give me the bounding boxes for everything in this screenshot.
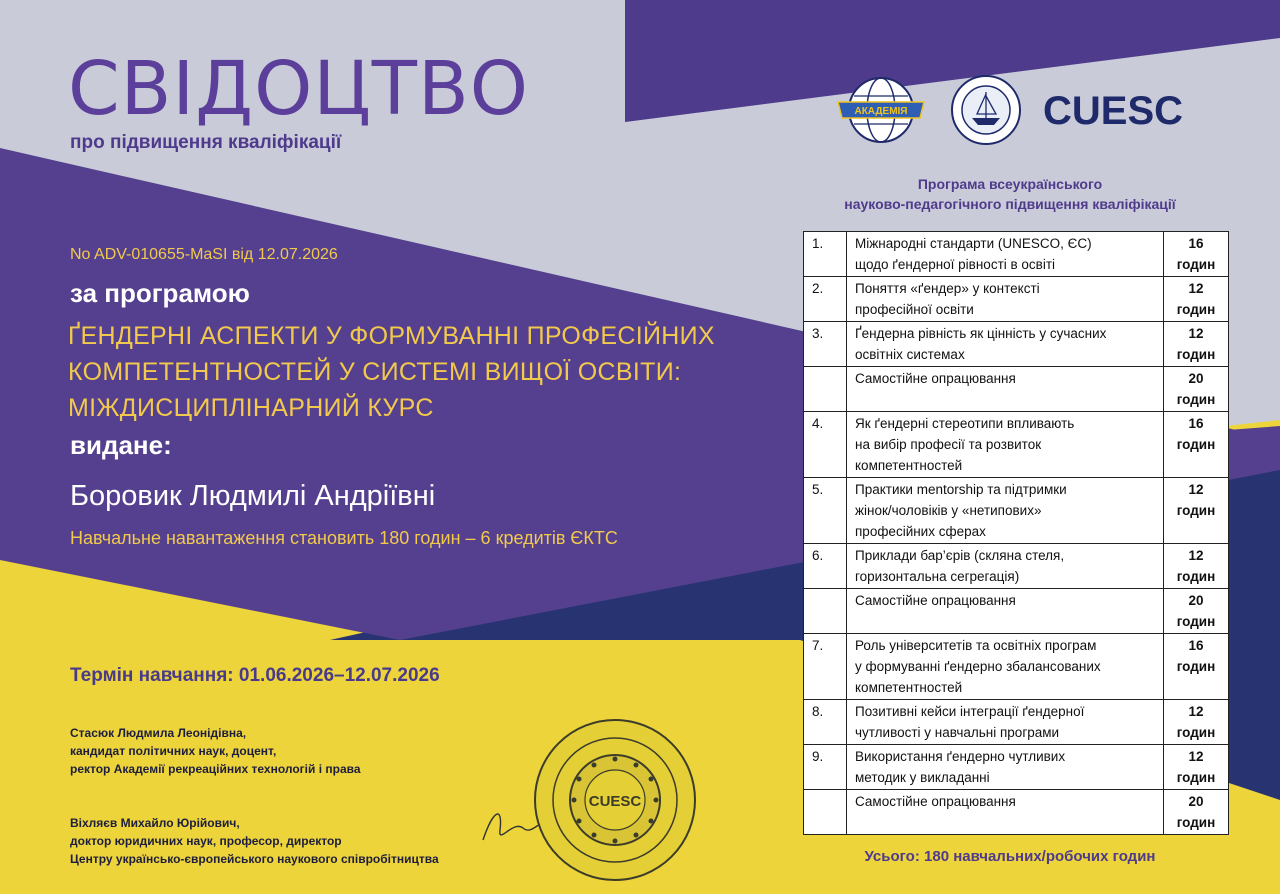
module-hours-value: 12 [1188,326,1204,341]
module-topic [847,790,1164,835]
maritime-academy-seal-icon [952,76,1020,144]
table-row [804,745,1229,790]
module-hours [1164,367,1229,412]
table-row [804,478,1229,544]
recipient-name: Боровик Людмилі Андріївні [70,480,436,512]
module-number [804,589,847,634]
signatory-2 [70,814,439,868]
program-line: МІЖДИСЦИПЛІНАРНИЙ КУРС [68,394,434,422]
module-topic-line: Використання ґендерно чутливих [855,749,1066,764]
module-hours [1164,412,1229,478]
signatory-position: ректор Академії рекреаційних технологій і права [70,762,361,776]
module-hours-unit: годин [1176,437,1216,452]
table-row [804,367,1229,412]
module-hours-value: 20 [1188,593,1204,608]
module-hours-unit: годин [1176,392,1216,407]
program-line: ҐЕНДЕРНІ АСПЕКТИ У ФОРМУВАННІ ПРОФЕСІЙНИХ [68,322,715,350]
module-topic [847,232,1164,277]
module-hours-value: 20 [1188,794,1204,809]
module-topic [847,634,1164,700]
module-hours-value: 16 [1188,638,1204,653]
signatory-degree: кандидат політичних наук, доцент, [70,744,277,758]
module-topic-line: компетентностей [855,680,963,695]
module-hours-unit: годин [1176,257,1216,272]
module-topic-line: Міжнародні стандарти (UNESCO, ЄС) [855,236,1092,251]
module-hours [1164,277,1229,322]
module-topic-line: чутливості у навчальні програми [855,725,1060,740]
module-topic [847,589,1164,634]
module-topic-line: Практики mentorship та підтримки [855,482,1067,497]
module-hours-value: 16 [1188,416,1204,431]
module-topic-line: професійних сферах [855,524,986,539]
signatory-name: Віхляєв Михайло Юрійович, [70,816,240,830]
module-hours-value: 12 [1188,749,1204,764]
module-topic-line: жінок/чоловіків у «нетипових» [855,503,1042,518]
table-row [804,322,1229,367]
module-hours-unit: годин [1176,569,1216,584]
module-number: 1. [804,232,847,277]
module-number: 2. [804,277,847,322]
study-term: Термін навчання: 01.06.2026–12.07.2026 [70,665,440,686]
module-hours-value: 12 [1188,548,1204,563]
module-hours-unit: годин [1176,347,1216,362]
module-hours-value: 16 [1188,236,1204,251]
module-number [804,367,847,412]
module-hours [1164,700,1229,745]
module-number: 5. [804,478,847,544]
module-hours-unit: годин [1176,302,1216,317]
seal-text: CUESC [588,793,642,810]
module-hours [1164,544,1229,589]
module-number: 9. [804,745,847,790]
module-hours-value: 12 [1188,704,1204,719]
module-hours-unit: годин [1176,770,1216,785]
module-hours-value: 12 [1188,281,1204,296]
module-hours [1164,790,1229,835]
program-modules-table [803,231,1229,835]
program-line: КОМПЕТЕНТНОСТЕЙ У СИСТЕМІ ВИЩОЇ ОСВІТИ: [68,358,682,386]
table-row [804,232,1229,277]
module-topic-line: Позитивні кейси інтеграції ґендерної [855,704,1085,719]
certificate-number: No ADV-010655-MaSI від 12.07.2026 [70,246,338,263]
module-topic [847,700,1164,745]
module-hours-unit: годин [1176,815,1216,830]
module-topic-line: Ґендерна рівність як цінність у сучасних [855,326,1107,341]
module-number: 6. [804,544,847,589]
module-hours [1164,589,1229,634]
program-table-title [800,174,1220,214]
module-hours-unit: годин [1176,725,1216,740]
table-row [804,544,1229,589]
module-topic [847,322,1164,367]
module-hours [1164,634,1229,700]
certificate-title: СВІДОЦТВО [68,46,529,132]
module-hours-unit: годин [1176,503,1216,518]
program-name [68,318,788,426]
cuesc-logo [1043,89,1183,133]
table-row [804,634,1229,700]
module-topic-line: методик у викладанні [855,770,990,785]
module-topic-line: Поняття «ґендер» у контексті [855,281,1040,296]
table-row [804,412,1229,478]
module-topic-line: Роль університетів та освітніх програм [855,638,1097,653]
module-number: 7. [804,634,847,700]
module-topic-line: Як ґендерні стереотипи впливають [855,416,1075,431]
program-intro: за програмою [70,278,250,308]
logos-row [836,70,1196,146]
workload-text: Навчальне навантаження становить 180 годин – 6 кредитів ЄКТС [70,528,618,548]
signatory-degree: доктор юридичних наук, професор, директор [70,834,342,848]
module-hours-value: 12 [1188,482,1204,497]
module-hours-value: 20 [1188,371,1204,386]
module-number: 4. [804,412,847,478]
table-row [804,277,1229,322]
module-topic-line: щодо ґендерної рівності в освіті [855,257,1056,272]
table-row [804,589,1229,634]
cuesc-logo-text: CUESC [1043,89,1184,133]
module-topic-line: на вибір професії та розвиток [855,437,1042,452]
total-hours: Усього: 180 навчальних/робочих годин [864,848,1156,865]
academy-logo-text: АКАДЕМІЯ [854,106,908,117]
module-number [804,790,847,835]
module-topic [847,367,1164,412]
module-topic-line: Приклади бар’єрів (скляна стеля, [855,548,1065,563]
module-number: 3. [804,322,847,367]
module-number: 8. [804,700,847,745]
table-row [804,790,1229,835]
table-row [804,700,1229,745]
module-hours [1164,322,1229,367]
module-hours-unit: годин [1176,659,1216,674]
module-hours [1164,745,1229,790]
module-topic [847,544,1164,589]
module-topic [847,277,1164,322]
module-topic-line: Самостійне опрацювання [855,794,1016,809]
cuesc-seal-icon [530,715,700,885]
module-topic [847,745,1164,790]
program-table-title-line: Програма всеукраїнського [917,176,1103,192]
module-hours [1164,478,1229,544]
module-topic-line: горизонтальна сегрегація) [855,569,1020,584]
module-topic-line: професійної освіти [855,302,974,317]
module-topic [847,412,1164,478]
module-topic-line: освітніх системах [855,347,965,362]
module-topic-line: у формуванні ґендерно збалансованих [855,659,1101,674]
signatory-1 [70,724,361,778]
program-table-title-line: науково-педагогічного підвищення кваліфікації [844,196,1176,212]
module-topic-line: Самостійне опрацювання [855,371,1016,386]
module-topic [847,478,1164,544]
module-topic-line: компетентностей [855,458,963,473]
certificate-subtitle: про підвищення кваліфікації [70,132,342,153]
module-hours [1164,232,1229,277]
signatory-position: Центру українсько-європейського наукового співробітництва [70,852,439,866]
issued-label: видане: [70,430,172,460]
academy-globe-icon [838,78,924,142]
module-hours-unit: годин [1176,614,1216,629]
signatory-name: Стасюк Людмила Леонідівна, [70,726,247,740]
module-topic-line: Самостійне опрацювання [855,593,1016,608]
